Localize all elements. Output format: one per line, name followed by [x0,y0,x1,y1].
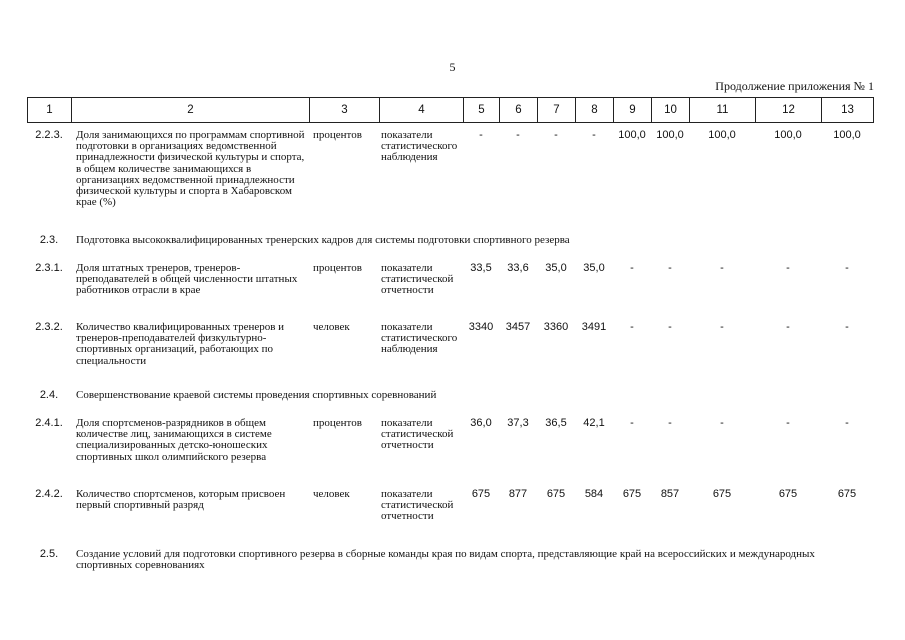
value-cell: 675 [778,488,798,500]
value-cell: 37,3 [507,417,529,429]
column-number-header [27,97,874,123]
column-header: 13 [822,98,874,123]
column-header: 4 [380,98,464,123]
page-number: 5 [449,60,456,74]
value-cell: 100,0 [656,129,684,141]
value-cell: 675 [622,488,642,500]
value-cell: 35,0 [545,262,567,274]
value-cell: - [592,129,596,141]
value-cell: - [630,321,634,333]
column-header: 3 [310,98,380,123]
indicator-name: Доля штатных тренеров, тренеров-преподавателей в общей численности штатных работников отрасли в крае [76,262,298,297]
unit-of-measure: процентов [313,262,362,274]
section-title: Создание условий для подготовки спортивного резерва в сборные команды края по видам спорта, представляющие край на всероссийских и международных спортивных соревнованиях [76,548,815,572]
column-header: 9 [614,98,652,123]
column-header: 10 [652,98,690,123]
row-number: 2.3.2. [35,321,63,333]
value-cell: 100,0 [618,129,646,141]
column-header: 7 [538,98,576,123]
column-header: 1 [28,98,72,123]
value-cell: - [845,321,849,333]
value-cell: 675 [712,488,732,500]
value-cell: 584 [584,488,604,500]
value-cell: 33,5 [470,262,492,274]
column-header: 2 [72,98,310,123]
indicator-name: Доля спортсменов-разрядников в общем количестве лиц, занимающихся в системе специализированных детско-юношеских спортивных школ олимпийского резерва [76,417,272,463]
unit-of-measure: процентов [313,129,362,141]
value-cell: - [516,129,520,141]
column-header: 12 [756,98,822,123]
continuation-note: Продолжение приложения № 1 [715,79,874,93]
data-source: показатели статистической отчетности [381,488,454,523]
value-cell: - [720,417,724,429]
column-header: 5 [464,98,500,123]
value-cell: - [786,417,790,429]
data-source: показатели статистической отчетности [381,417,454,452]
value-cell: - [845,417,849,429]
value-cell: 33,6 [507,262,529,274]
value-cell: 35,0 [583,262,605,274]
data-source: показатели статистической отчетности [381,262,454,297]
value-cell: - [479,129,483,141]
data-source: показатели статистического наблюдения [381,321,458,356]
row-number: 2.4.2. [35,488,63,500]
value-cell: 877 [508,488,528,500]
data-source: показатели статистического наблюдения [381,129,458,164]
value-cell: 42,1 [583,417,605,429]
value-cell: 100,0 [833,129,861,141]
value-cell: - [720,262,724,274]
section-title: Подготовка высококвалифицированных тренерских кадров для системы подготовки спортивного резерва [76,234,570,246]
value-cell: - [720,321,724,333]
value-cell: 36,0 [470,417,492,429]
value-cell: - [786,262,790,274]
value-cell: 675 [471,488,491,500]
value-cell: 675 [546,488,566,500]
value-cell: 100,0 [708,129,736,141]
unit-of-measure: человек [313,321,350,333]
section-number: 2.4. [39,389,59,401]
indicator-name: Доля занимающихся по программам спортивной подготовки в организациях ведомственной принадлежности физической культуры и спорта, в общем количестве занимающихся в организациях ведомственной принадлежности физической культуры и спорта в Хабаровском крае (%) [76,129,305,209]
section-number: 2.3. [39,234,59,246]
value-cell: 100,0 [774,129,802,141]
value-cell: 3340 [468,321,494,333]
section-number: 2.5. [39,548,59,560]
value-cell: 3457 [505,321,531,333]
value-cell: - [668,417,672,429]
value-cell: - [554,129,558,141]
section-title: Совершенствование краевой системы проведения спортивных соревнований [76,389,437,401]
row-number: 2.2.3. [35,129,63,141]
indicator-name: Количество квалифицированных тренеров и тренеров-преподавателей физкультурно-спортивных организаций, работающих по специальности [76,321,285,367]
value-cell: 857 [660,488,680,500]
value-cell: - [668,262,672,274]
column-header: 6 [500,98,538,123]
value-cell: 675 [837,488,857,500]
value-cell: 3360 [543,321,569,333]
indicator-name: Количество спортсменов, которым присвоен первый спортивный разряд [76,488,286,512]
column-header: 8 [576,98,614,123]
unit-of-measure: процентов [313,417,362,429]
row-number: 2.4.1. [35,417,63,429]
unit-of-measure: человек [313,488,350,500]
value-cell: - [845,262,849,274]
value-cell: - [630,417,634,429]
column-header: 11 [690,98,756,123]
value-cell: 3491 [581,321,607,333]
value-cell: 36,5 [545,417,567,429]
value-cell: - [786,321,790,333]
row-number: 2.3.1. [35,262,63,274]
value-cell: - [630,262,634,274]
value-cell: - [668,321,672,333]
